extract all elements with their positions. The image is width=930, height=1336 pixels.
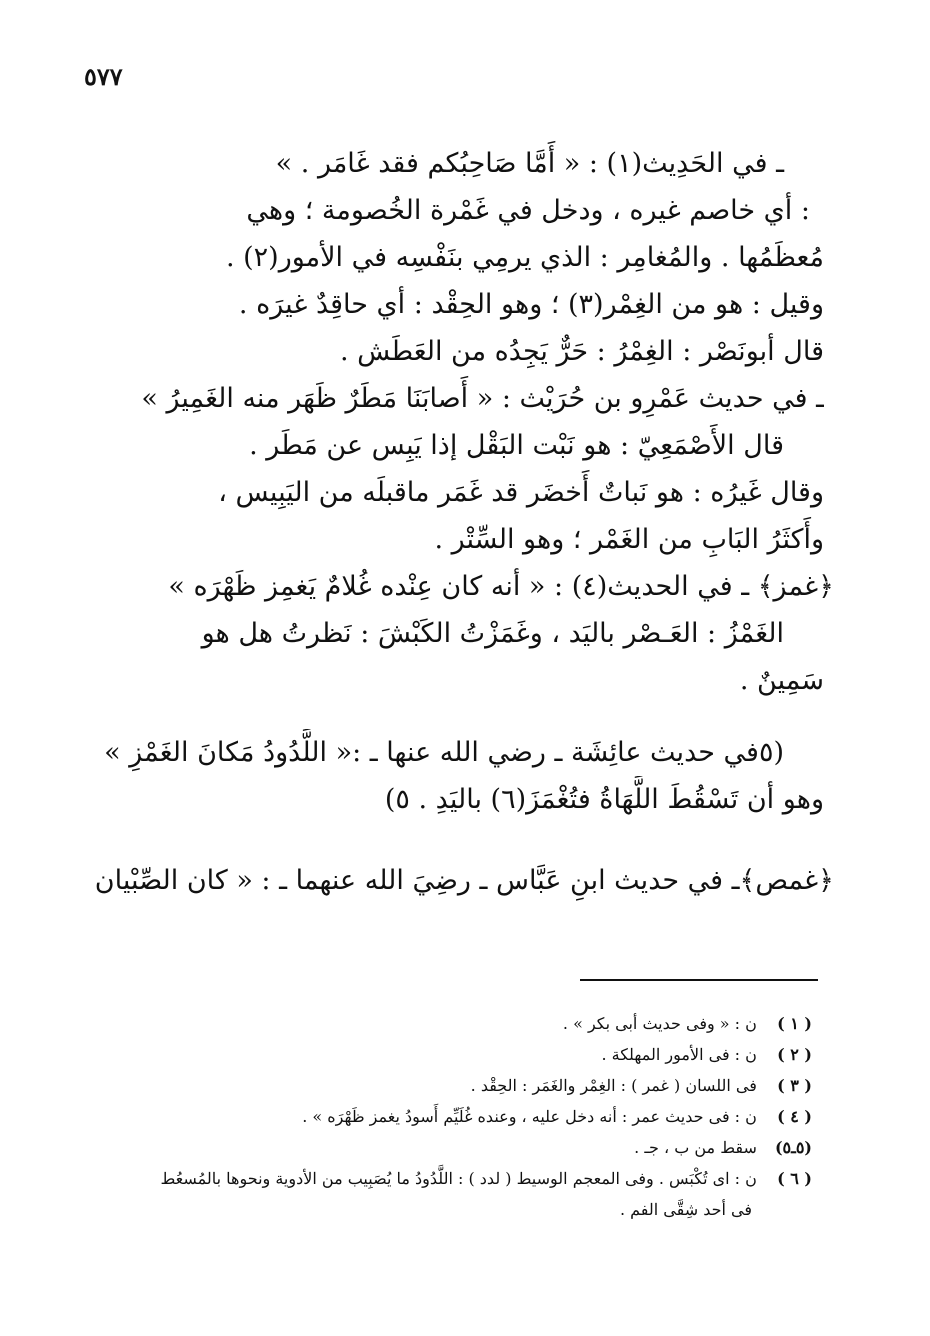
- footnote-divider: [580, 979, 818, 981]
- footnote-text: سقط من ب ، جـ .: [634, 1138, 757, 1157]
- footnote-continuation: فى أحد شِقَّى الفم .: [619, 1200, 752, 1219]
- footnote-number: ( ٢ ): [777, 1045, 812, 1064]
- footnote: [60, 1132, 812, 1163]
- text-line: سَمِينٌ .: [739, 665, 824, 696]
- text-line: الغَمْزُ : العَـصْر باليَد ، وغَمَزْتُ الكَبْشَ : نَظرتُ هل هو: [201, 618, 784, 649]
- text-line: (٥في حديث عائِشَة ـ رضي الله عنها ـ :« اللَّدُودُ مَكانَ الغَمْزِ »: [104, 737, 784, 768]
- footnote: [60, 1008, 812, 1039]
- text-line: ﴿غمز﴾ ـ في الحديث(٤) : « أنه كان عِنْده غُلامٌ يَغمِز ظَهْرَه »: [168, 571, 834, 602]
- footnote: [60, 1070, 812, 1101]
- text-line: وقيل : هو من الغِمْر(٣) ؛ وهو الحِقْد : أي حاقِدٌ غيرَه .: [238, 289, 824, 320]
- footnote-text: ن : فى الأمور المهلكة .: [601, 1045, 757, 1064]
- text-line: : أي خاصم غيره ، ودخل في غَمْرة الخُصومة ؛ وهي: [246, 195, 810, 226]
- footnote-number: ( ١ ): [777, 1014, 812, 1033]
- text-line: قال أبونَصْر : الغِمْرُ : حَرٌّ يَجِدُه من العَطَش .: [339, 336, 824, 367]
- page-number: ٥٧٧: [84, 62, 123, 91]
- text-line: وأَكثَرُ البَابِ من الغَمْر ؛ وهو السِّتْر .: [434, 524, 824, 555]
- text-line: مُعظَمُها . والمُغامِر : الذي يرمِي بنَفْسِه في الأمور(٢) .: [225, 242, 824, 273]
- footnote-text: ن : « وفى حديث أبى بكر » .: [562, 1014, 757, 1033]
- footnote-text: فى اللسان ( غمر ) : الغِمْر والغَمَر : الحِقْد .: [470, 1076, 757, 1095]
- footnotes: [60, 1008, 812, 1225]
- text-line: وهو أن تَسْقُطَ اللَّهَاةُ فتُغْمَزَ(٦) باليَدِ . ٥): [384, 784, 824, 815]
- footnote: [60, 1163, 812, 1194]
- text-line: وقال غَيرُه : هو نَباتٌ أَخضَر قد غَمَر ماقبلَه من اليَبِيس ،: [218, 477, 824, 508]
- footnote: [60, 1101, 812, 1132]
- footnote-number: ( ٦ ): [777, 1169, 812, 1188]
- text-line: قال الأَصْمَعِيّ : هو نَبْت البَقْل إذا يَبِس عن مَطَر .: [249, 430, 784, 461]
- footnote-number: (٥ـ٥): [774, 1138, 812, 1157]
- text-line: ـ في الحَدِيث(١) : « أَمَّا صَاحِبُكم فقد غَامَر . »: [275, 148, 784, 179]
- footnote: [60, 1039, 812, 1070]
- footnote-number: ( ٣ ): [777, 1076, 812, 1095]
- main-text: [74, 140, 834, 904]
- footnote-text: ن : فى حديث عمر : أنه دخل عليه ، وعنده غُلَيِّم أَسودُ يغمز ظَهْرَه » .: [302, 1107, 757, 1126]
- footnote-text: ن : اى تُكْبَس . وفى المعجم الوسيط ( لدد ) : اللَّدُودُ ما يُصَبِيب من الأدوية ونحوها بالمُسعُط: [160, 1169, 757, 1188]
- text-line: ـ في حديث عَمْرِو بن حُرَيْث : « أَصابَنَا مَطَرٌ ظَهَر منه الغَمِيرُ »: [141, 383, 824, 414]
- text-line: ﴿غمص﴾ـ في حديث ابنِ عَبَّاس ـ رضِيَ الله عنهما ـ : « كان الصِّبْيان: [94, 865, 834, 896]
- footnote-number: ( ٤ ): [777, 1107, 812, 1126]
